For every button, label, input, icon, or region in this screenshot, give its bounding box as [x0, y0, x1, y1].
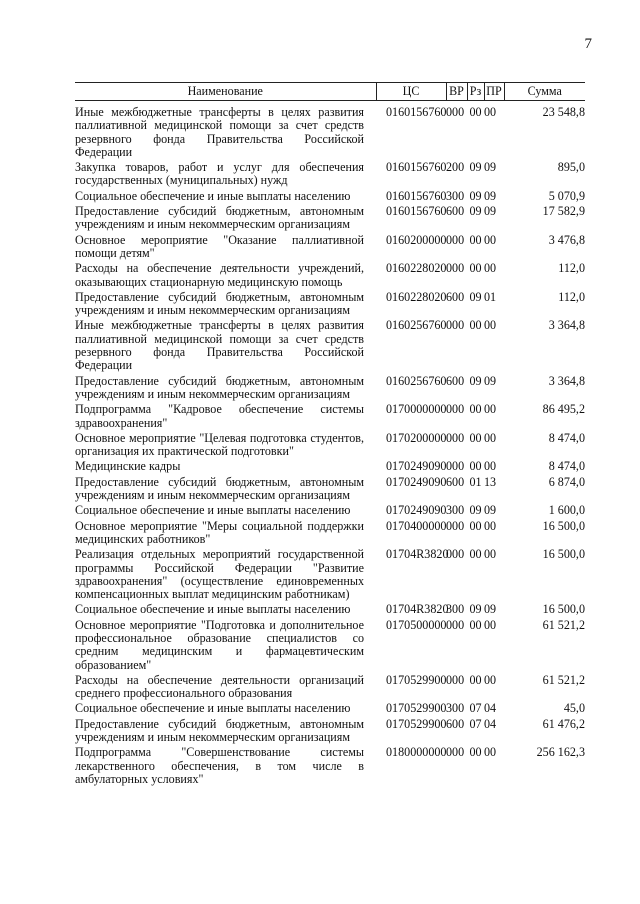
row-rz: 00 [469, 232, 482, 247]
row-rz: 00 [469, 672, 482, 687]
row-vr: 200 [446, 160, 465, 175]
row-pr: 00 [484, 105, 497, 119]
row-cs: 0160256760 [386, 373, 447, 388]
row-vr: 600 [446, 204, 465, 219]
budget-table [75, 82, 585, 788]
row-sum: 112,0 [558, 261, 585, 276]
row-rz: 00 [469, 745, 482, 760]
table-row [75, 262, 585, 291]
table-row [75, 476, 585, 505]
row-name: Иные межбюджетные трансферты в целях развития паллиативной медицинской помощи за счет средств резервного фонда Правительства Российской Федерации [75, 105, 364, 159]
row-name: Социальное обеспечение и иные выплаты населению [75, 701, 351, 716]
row-sum: 3 364,8 [548, 373, 585, 388]
row-vr: 000 [446, 459, 465, 474]
row-cs: 0160200000 [386, 232, 447, 247]
row-sum: 45,0 [563, 701, 585, 716]
row-pr: 09 [484, 160, 497, 175]
row-vr: 300 [446, 602, 465, 617]
row-pr: 00 [484, 745, 497, 760]
table-row [75, 746, 585, 788]
row-rz: 00 [469, 430, 482, 445]
row-name: Основное мероприятие "Подготовка и дополнительное профессиональное образование специалистов со средним медицинским и фармацевтическим образованием" [75, 617, 364, 672]
row-sum: 16 500,0 [542, 602, 585, 617]
table-row [75, 460, 585, 475]
table-row [75, 234, 585, 263]
row-pr: 00 [484, 261, 497, 276]
row-pr: 09 [484, 373, 497, 388]
row-pr: 00 [484, 318, 497, 333]
row-vr: 000 [446, 430, 465, 445]
row-rz: 07 [469, 716, 482, 731]
row-name: Предоставление субсидий бюджетным, автономным учреждениям и иным некоммерческим организациям [75, 716, 364, 745]
row-name: Закупка товаров, работ и услуг для обеспечения государственных (муниципальных) нужд [75, 160, 364, 188]
table-row [75, 291, 585, 320]
row-name: Социальное обеспечение и иные выплаты населению [75, 503, 351, 518]
row-vr: 000 [446, 518, 465, 533]
row-cs: 0160156760 [386, 105, 447, 119]
table-row [75, 603, 585, 618]
row-pr: 00 [484, 617, 497, 632]
table-row [75, 718, 585, 747]
row-pr: 00 [484, 402, 497, 417]
row-rz: 09 [469, 373, 482, 388]
table-row [75, 319, 585, 374]
row-sum: 112,0 [558, 289, 585, 304]
table-row [75, 190, 585, 205]
row-vr: 000 [446, 318, 465, 333]
row-pr: 09 [484, 602, 497, 617]
row-cs: 0160256760 [386, 318, 447, 333]
row-pr: 09 [484, 503, 497, 518]
row-sum: 8 474,0 [548, 430, 585, 445]
row-cs: 0170249090 [386, 474, 447, 489]
row-cs: 0170400000 [386, 518, 447, 533]
row-name: Расходы на обеспечение деятельности учреждений, оказывающих стационарную медицинскую помощь [75, 261, 364, 289]
row-name: Подпрограмма "Совершенствование системы лекарственного обеспечения, в том числе в амбулаторных условиях" [75, 745, 364, 786]
header-cs: ЦС [376, 83, 446, 101]
header-name: Наименование [75, 83, 376, 101]
row-sum: 16 500,0 [542, 547, 585, 562]
row-rz: 00 [469, 617, 482, 632]
row-vr: 000 [446, 105, 465, 119]
row-rz: 00 [469, 459, 482, 474]
row-sum: 6 874,0 [548, 474, 585, 489]
row-vr: 600 [446, 289, 465, 304]
row-cs: 0160156760 [386, 160, 447, 175]
row-vr: 000 [446, 402, 465, 417]
row-cs: 0170529900 [386, 716, 447, 731]
row-rz: 09 [469, 160, 482, 175]
table-row [75, 674, 585, 703]
row-cs: 0170529900 [386, 701, 447, 716]
table-body [75, 101, 585, 789]
row-vr: 000 [446, 232, 465, 247]
row-sum: 16 500,0 [542, 518, 585, 533]
row-cs: 0160156760 [386, 188, 447, 203]
row-rz: 00 [469, 105, 482, 119]
row-cs: 0180000000 [386, 745, 447, 760]
row-rz: 00 [469, 518, 482, 533]
row-rz: 00 [469, 547, 482, 562]
row-name: Социальное обеспечение и иные выплаты населению [75, 602, 351, 617]
row-cs: 0170000000 [386, 402, 447, 417]
row-name: Предоставление субсидий бюджетным, автономным учреждениям и иным некоммерческим организациям [75, 289, 364, 318]
row-sum: 3 476,8 [548, 232, 585, 247]
row-sum: 8 474,0 [548, 459, 585, 474]
row-name: Предоставление субсидий бюджетным, автономным учреждениям и иным некоммерческим организациям [75, 204, 364, 232]
row-sum: 61 476,2 [542, 716, 585, 731]
table-header [75, 83, 585, 101]
row-pr: 04 [484, 701, 497, 716]
row-vr: 000 [446, 745, 465, 760]
row-pr: 00 [484, 547, 497, 562]
table-row [75, 375, 585, 404]
table-row [75, 504, 585, 519]
row-rz: 01 [469, 474, 482, 489]
row-cs: 01704R3820 [386, 547, 449, 562]
row-cs: 0160156760 [386, 204, 447, 219]
row-vr: 300 [446, 188, 465, 203]
row-sum: 23 548,8 [542, 105, 585, 119]
row-pr: 00 [484, 459, 497, 474]
row-sum: 256 162,3 [536, 745, 585, 760]
row-name: Медицинские кадры [75, 459, 181, 474]
row-rz: 09 [469, 188, 482, 203]
row-sum: 17 582,9 [542, 204, 585, 219]
header-sum: Сумма [504, 83, 585, 101]
row-name: Реализация отдельных мероприятий государственной программы Российской Федерации "Развитие здравоохранения" (осуществление единовременных компенсационных выплат медицинским работникам) [75, 547, 364, 602]
row-sum: 61 521,2 [542, 672, 585, 687]
row-name: Основное мероприятие "Оказание паллиативной помощи детям" [75, 232, 364, 260]
table-row [75, 161, 585, 190]
table-row [75, 403, 585, 432]
table-row [75, 432, 585, 461]
row-vr: 000 [446, 672, 465, 687]
row-cs: 0160228020 [386, 261, 447, 276]
row-vr: 300 [446, 701, 465, 716]
row-name: Предоставление субсидий бюджетным, автономным учреждениям и иным некоммерческим организациям [75, 474, 364, 503]
row-cs: 01704R3820 [386, 602, 449, 617]
row-cs: 0170500000 [386, 617, 447, 632]
page-number: 7 [584, 36, 592, 52]
header-rz: Рз [467, 83, 484, 101]
row-pr: 00 [484, 430, 497, 445]
row-name: Предоставление субсидий бюджетным, автономным учреждениям и иным некоммерческим организациям [75, 373, 364, 401]
row-rz: 09 [469, 204, 482, 219]
row-sum: 1 600,0 [548, 503, 585, 518]
table-row [75, 520, 585, 549]
header-vr: ВР [446, 83, 467, 101]
row-cs: 0170249090 [386, 503, 447, 518]
row-name: Социальное обеспечение и иные выплаты населению [75, 188, 351, 203]
row-cs: 0170200000 [386, 430, 447, 445]
row-vr: 000 [446, 261, 465, 276]
row-rz: 00 [469, 402, 482, 417]
row-vr: 300 [446, 503, 465, 518]
row-pr: 09 [484, 188, 497, 203]
row-vr: 600 [446, 716, 465, 731]
row-rz: 09 [469, 602, 482, 617]
row-vr: 000 [446, 547, 465, 562]
table-row [75, 205, 585, 234]
row-pr: 00 [484, 672, 497, 687]
row-pr: 00 [484, 518, 497, 533]
row-cs: 0170529900 [386, 672, 447, 687]
row-vr: 600 [446, 373, 465, 388]
row-rz: 09 [469, 503, 482, 518]
row-sum: 3 364,8 [548, 318, 585, 333]
table-row [75, 619, 585, 674]
row-name: Расходы на обеспечение деятельности организаций среднего профессионального образования [75, 672, 364, 701]
row-pr: 00 [484, 232, 497, 247]
row-pr: 09 [484, 204, 497, 219]
row-rz: 00 [469, 318, 482, 333]
row-sum: 5 070,9 [548, 188, 585, 203]
table-row [75, 702, 585, 717]
row-rz: 07 [469, 701, 482, 716]
row-pr: 13 [484, 474, 497, 489]
row-pr: 04 [484, 716, 497, 731]
row-sum: 895,0 [557, 160, 585, 175]
table-row [75, 548, 585, 603]
row-rz: 00 [469, 261, 482, 276]
header-pr: ПР [484, 83, 504, 101]
row-name: Основное мероприятие "Целевая подготовка студентов, организация их практической подготовки" [75, 430, 364, 459]
row-name: Подпрограмма "Кадровое обеспечение системы здравоохранения" [75, 402, 364, 430]
row-name: Иные межбюджетные трансферты в целях развития паллиативной медицинской помощи за счет средств резервного фонда Правительства Российской Федерации [75, 318, 364, 373]
table-row [75, 101, 585, 162]
row-vr: 600 [446, 474, 465, 489]
row-vr: 000 [446, 617, 465, 632]
row-name: Основное мероприятие "Меры социальной поддержки медицинских работников" [75, 518, 364, 546]
row-cs: 0170249090 [386, 459, 447, 474]
row-sum: 86 495,2 [542, 402, 585, 417]
row-rz: 09 [469, 289, 482, 304]
row-pr: 01 [484, 289, 497, 304]
row-sum: 61 521,2 [542, 617, 585, 632]
row-cs: 0160228020 [386, 289, 447, 304]
